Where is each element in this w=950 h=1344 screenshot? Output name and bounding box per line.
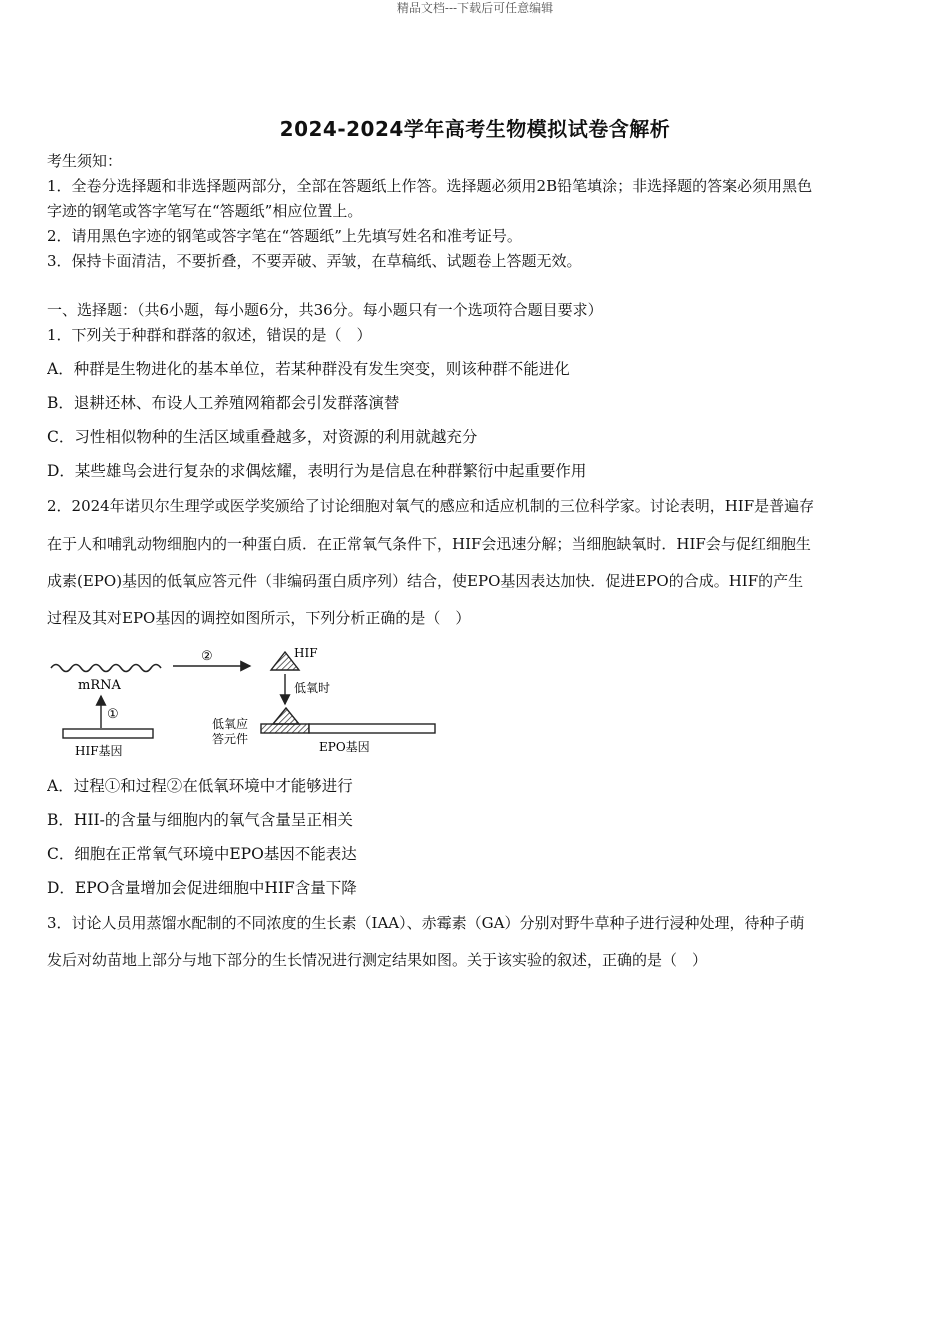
question-1-option-b: B．退耕还林、布设人工养殖网箱都会引发群落演替: [47, 394, 400, 412]
question-1-option-a: A．种群是生物进化的基本单位，若某种群没有发生突变，则该种群不能进化: [47, 360, 570, 378]
question-2-option-c: C．细胞在正常氧气环境中EPO基因不能表达: [47, 845, 357, 863]
exam-title: 2024-2024学年高考生物模拟试卷含解析: [279, 117, 671, 141]
question-2-option-b: B．HII-的含量与细胞内的氧气含量呈正相关: [47, 811, 353, 829]
mrna-wave: [51, 665, 161, 672]
response-element-bar: [261, 724, 309, 733]
question-1-option-d: D．某些雄鸟会进行复杂的求偶炫耀，表明行为是信息在种群繁衍中起重要作用: [47, 462, 587, 480]
question-2-stem-line-1: 2．2024年诺贝尔生理学或医学奖颁给了讨论细胞对氧气的感应和适应机制的三位科学家。讨论表明，HIF是普遍存: [47, 497, 815, 515]
question-3-stem-line-1: 3．讨论人员用蒸馏水配制的不同浓度的生长素（IAA）、赤霉素（GA）分别对野牛草种子进行浸种处理，待种子萌: [47, 914, 805, 932]
hif-gene-bar: [63, 729, 153, 738]
question-1-option-c: C．习性相似物种的生活区域重叠越多，对资源的利用就越充分: [47, 428, 478, 446]
mrna-label: mRNA: [78, 678, 121, 693]
notice-line-4: 3．保持卡面清洁，不要折叠，不要弄破、弄皱，在草稿纸、试题卷上答题无效。: [47, 252, 582, 270]
question-2-option-d: D．EPO含量增加会促进细胞中HIF含量下降: [47, 879, 357, 897]
question-2-stem-line-2: 在于人和哺乳动物细胞内的一种蛋白质．在正常氧气条件下，HIF会迅速分解；当细胞缺氧时．HIF会与促红细胞生: [47, 535, 811, 553]
question-2-option-a: A．过程①和过程②在低氧环境中才能够进行: [47, 777, 353, 795]
response-element-label-1: 低氧应: [212, 717, 249, 731]
hif-bound-triangle: [273, 708, 299, 724]
step-1-label: ①: [107, 707, 119, 722]
hif-gene-label: HIF基因: [75, 744, 123, 758]
page-watermark: 精品文档---下载后可任意编辑: [396, 1, 554, 15]
question-2-stem-line-3: 成素(EPO)基因的低氧应答元件（非编码蛋白质序列）结合，使EPO基因表达加快．促进EPO的合成。HIF的产生: [47, 572, 804, 590]
question-2-stem-line-4: 过程及其对EPO基因的调控如图所示，下列分析正确的是（ ）: [47, 609, 471, 627]
section-heading: 一、选择题：（共6小题，每小题6分，共36分。每小题只有一个选项符合题目要求）: [47, 301, 603, 319]
step-2-label: ②: [201, 649, 213, 664]
epo-gene-bar: [309, 724, 435, 733]
question-3-stem-line-2: 发后对幼苗地上部分与地下部分的生长情况进行测定结果如图。关于该实验的叙述，正确的是（ ）: [47, 951, 708, 969]
question-1-stem: 1．下列关于种群和群落的叙述，错误的是（ ）: [47, 326, 372, 344]
epo-gene-label: EPO基因: [319, 740, 370, 754]
hypoxia-label: 低氧时: [294, 681, 331, 695]
notice-line-3: 2．请用黑色字迹的钢笔或答字笔在“答题纸”上先填写姓名和准考证号。: [47, 227, 522, 245]
notice-line-1: 1．全卷分选择题和非选择题两部分，全部在答题纸上作答。选择题必须用2B铅笔填涂；非选择题的答案必须用黑色: [47, 177, 813, 195]
notice-heading: 考生须知：: [47, 152, 123, 170]
notice-line-2: 字迹的钢笔或答字笔写在“答题纸”相应位置上。: [47, 202, 363, 220]
response-element-label-2: 答元件: [212, 732, 249, 746]
hif-protein-label: HIF: [294, 646, 318, 660]
hif-epo-diagram: [45, 640, 440, 762]
